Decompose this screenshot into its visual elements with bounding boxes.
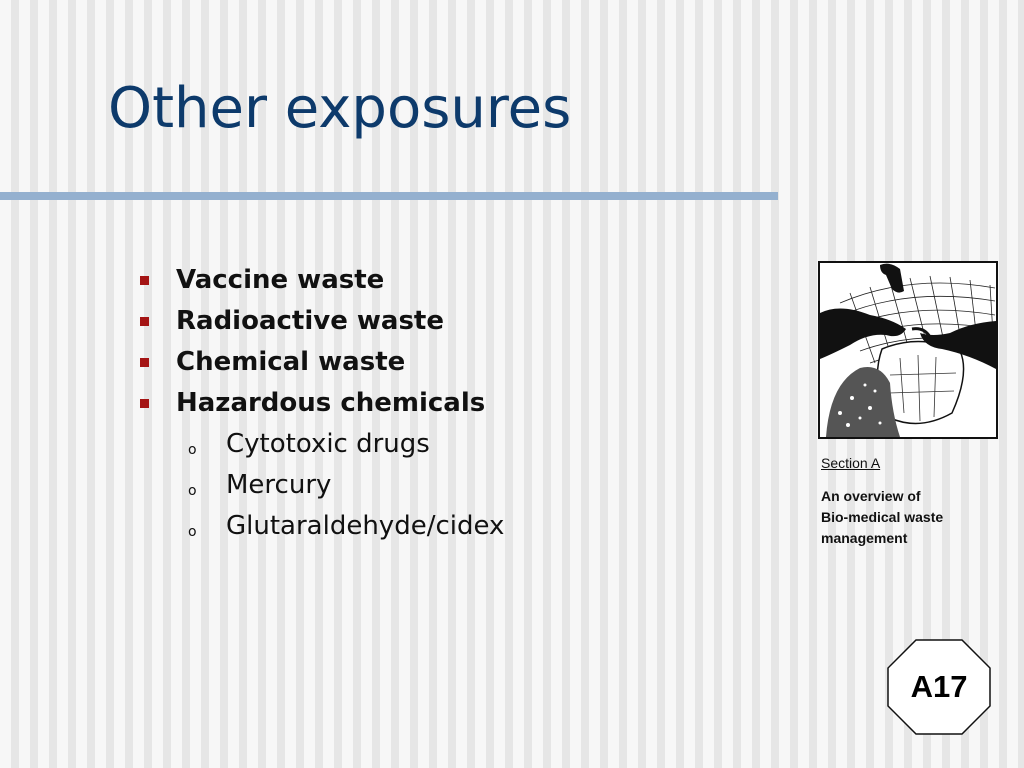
sub-bullet-text: Cytotoxic drugs (226, 429, 430, 459)
gloved-hands-mesh-icon (820, 263, 996, 437)
sub-bullet-text: Glutaraldehyde/cidex (226, 511, 505, 541)
section-description-line: management (821, 530, 908, 546)
square-bullet-icon (140, 358, 149, 367)
slide-title: Other exposures (108, 76, 572, 141)
sub-bullet-list (188, 426, 504, 549)
bullet-item-hazardous-chemicals (138, 385, 485, 426)
bullet-text: Hazardous chemicals (176, 388, 486, 418)
square-bullet-icon (140, 317, 149, 326)
bullet-text: Chemical waste (176, 347, 406, 377)
square-bullet-icon (140, 276, 149, 285)
circle-bullet-icon: o (188, 442, 197, 458)
section-a-link[interactable]: Section A (821, 455, 881, 471)
sub-item-glutaraldehyde (188, 508, 504, 549)
section-description (821, 486, 1001, 549)
bullet-text: Vaccine waste (176, 265, 385, 295)
bullet-item-radioactive-waste (138, 303, 485, 344)
square-bullet-icon (140, 399, 149, 408)
bullet-item-vaccine-waste (138, 262, 485, 303)
circle-bullet-icon: o (188, 524, 197, 540)
slide-code-badge: A17 (910, 669, 968, 704)
sub-item-cytotoxic-drugs (188, 426, 504, 467)
title-divider (0, 192, 778, 200)
sub-bullet-text: Mercury (226, 470, 332, 500)
bullet-text: Radioactive waste (176, 306, 444, 336)
waste-illustration (818, 261, 998, 439)
bullet-item-chemical-waste (138, 344, 485, 385)
circle-bullet-icon: o (188, 483, 197, 499)
bullet-list (138, 262, 485, 426)
sub-item-mercury (188, 467, 504, 508)
section-description-line: An overview of (821, 488, 921, 504)
section-description-line: Bio-medical waste (821, 509, 944, 525)
